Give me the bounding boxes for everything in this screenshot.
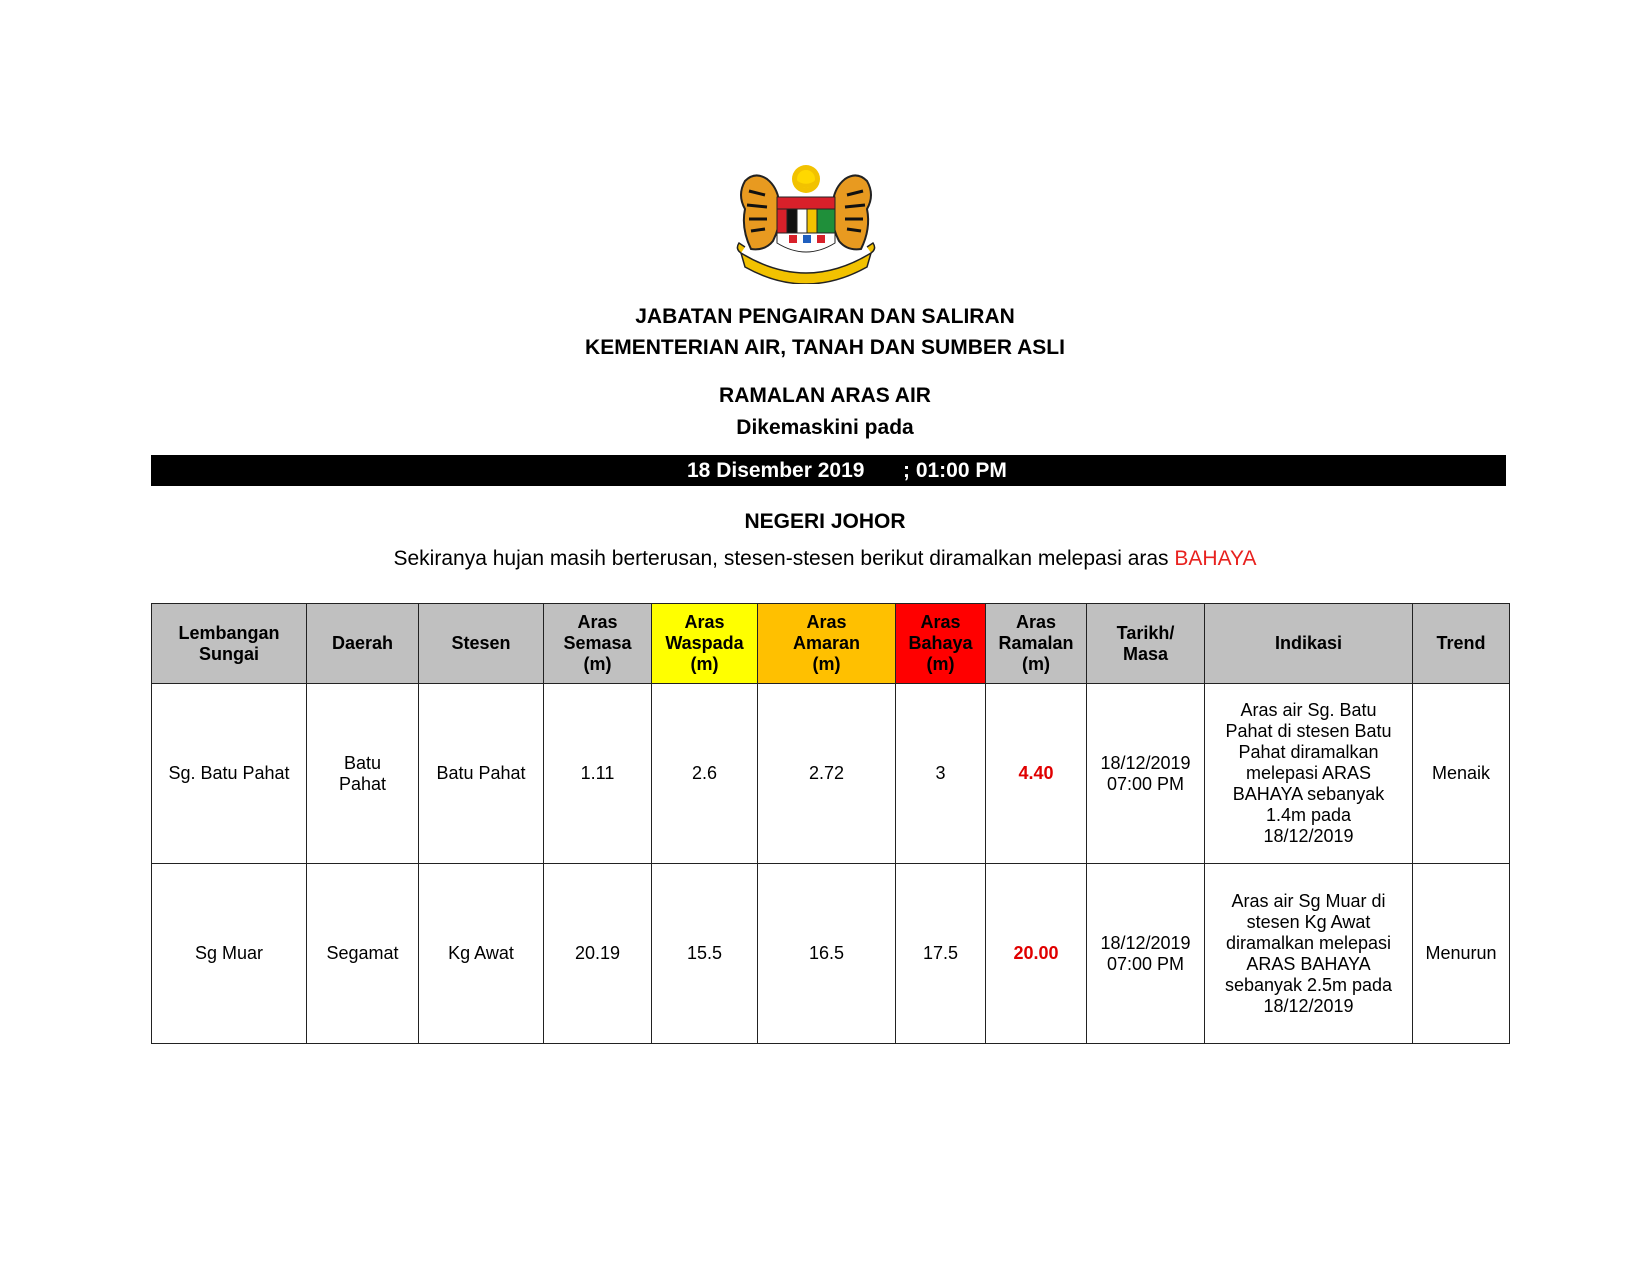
cell-lembangan: Sg. Batu Pahat — [152, 684, 307, 864]
cell-aras-bahaya: 17.5 — [896, 864, 986, 1044]
cell-aras-semasa: 1.11 — [544, 684, 652, 864]
notice-text — [0, 547, 1650, 571]
header-aras-waspada: Aras Waspada (m) — [652, 604, 758, 684]
header-aras-ramalan: Aras Ramalan (m) — [986, 604, 1087, 684]
cell-indikasi: Aras air Sg Muar di stesen Kg Awat diramalkan melepasi ARAS BAHAYA sebanyak 2.5m pada 18/12/2019 — [1205, 864, 1413, 1044]
page-title: RAMALAN ARAS AIR — [719, 384, 931, 407]
header-stesen: Stesen — [419, 604, 544, 684]
cell-stesen: Batu Pahat — [419, 684, 544, 864]
coat-of-arms-logo — [731, 161, 881, 284]
header-aras-semasa: Aras Semasa (m) — [544, 604, 652, 684]
water-level-table — [151, 603, 1510, 1044]
table-header-row — [152, 604, 1510, 684]
update-date: 18 Disember 2019 — [687, 459, 865, 482]
header-tarikh-masa: Tarikh/ Masa — [1087, 604, 1205, 684]
cell-aras-waspada: 2.6 — [652, 684, 758, 864]
ministry-name: KEMENTERIAN AIR, TANAH DAN SUMBER ASLI — [585, 336, 1065, 359]
cell-tarikh-masa: 18/12/2019 07:00 PM — [1087, 864, 1205, 1044]
update-time: ; 01:00 PM — [903, 459, 1007, 482]
notice-body: Sekiranya hujan masih berterusan, stesen-stesen berikut diramalkan melepasi aras — [393, 547, 1175, 570]
cell-trend: Menaik — [1413, 684, 1510, 864]
cell-aras-amaran: 16.5 — [758, 864, 896, 1044]
header-daerah: Daerah — [307, 604, 419, 684]
cell-trend: Menurun — [1413, 864, 1510, 1044]
table-row — [152, 684, 1510, 864]
cell-lembangan: Sg Muar — [152, 864, 307, 1044]
cell-aras-bahaya: 3 — [896, 684, 986, 864]
department-name: JABATAN PENGAIRAN DAN SALIRAN — [635, 305, 1015, 328]
header-indikasi: Indikasi — [1205, 604, 1413, 684]
table-row — [152, 864, 1510, 1044]
page-subtitle: Dikemaskini pada — [736, 416, 914, 439]
cell-daerah: Batu Pahat — [307, 684, 419, 864]
header-lembangan: Lembangan Sungai — [152, 604, 307, 684]
cell-aras-ramalan: 20.00 — [986, 864, 1087, 1044]
cell-daerah: Segamat — [307, 864, 419, 1044]
cell-tarikh-masa: 18/12/2019 07:00 PM — [1087, 684, 1205, 864]
cell-aras-amaran: 2.72 — [758, 684, 896, 864]
cell-indikasi: Aras air Sg. Batu Pahat di stesen Batu Pahat diramalkan melepasi ARAS BAHAYA sebanyak 1.4m pada 18/12/2019 — [1205, 684, 1413, 864]
cell-aras-semasa: 20.19 — [544, 864, 652, 1044]
state-title: NEGERI JOHOR — [744, 510, 906, 533]
header-aras-bahaya: Aras Bahaya (m) — [896, 604, 986, 684]
cell-aras-waspada: 15.5 — [652, 864, 758, 1044]
notice-highlight: BAHAYA — [1174, 547, 1257, 570]
cell-stesen: Kg Awat — [419, 864, 544, 1044]
header-aras-amaran: Aras Amaran (m) — [758, 604, 896, 684]
cell-aras-ramalan: 4.40 — [986, 684, 1087, 864]
header-trend: Trend — [1413, 604, 1510, 684]
update-date-bar — [151, 455, 1506, 486]
